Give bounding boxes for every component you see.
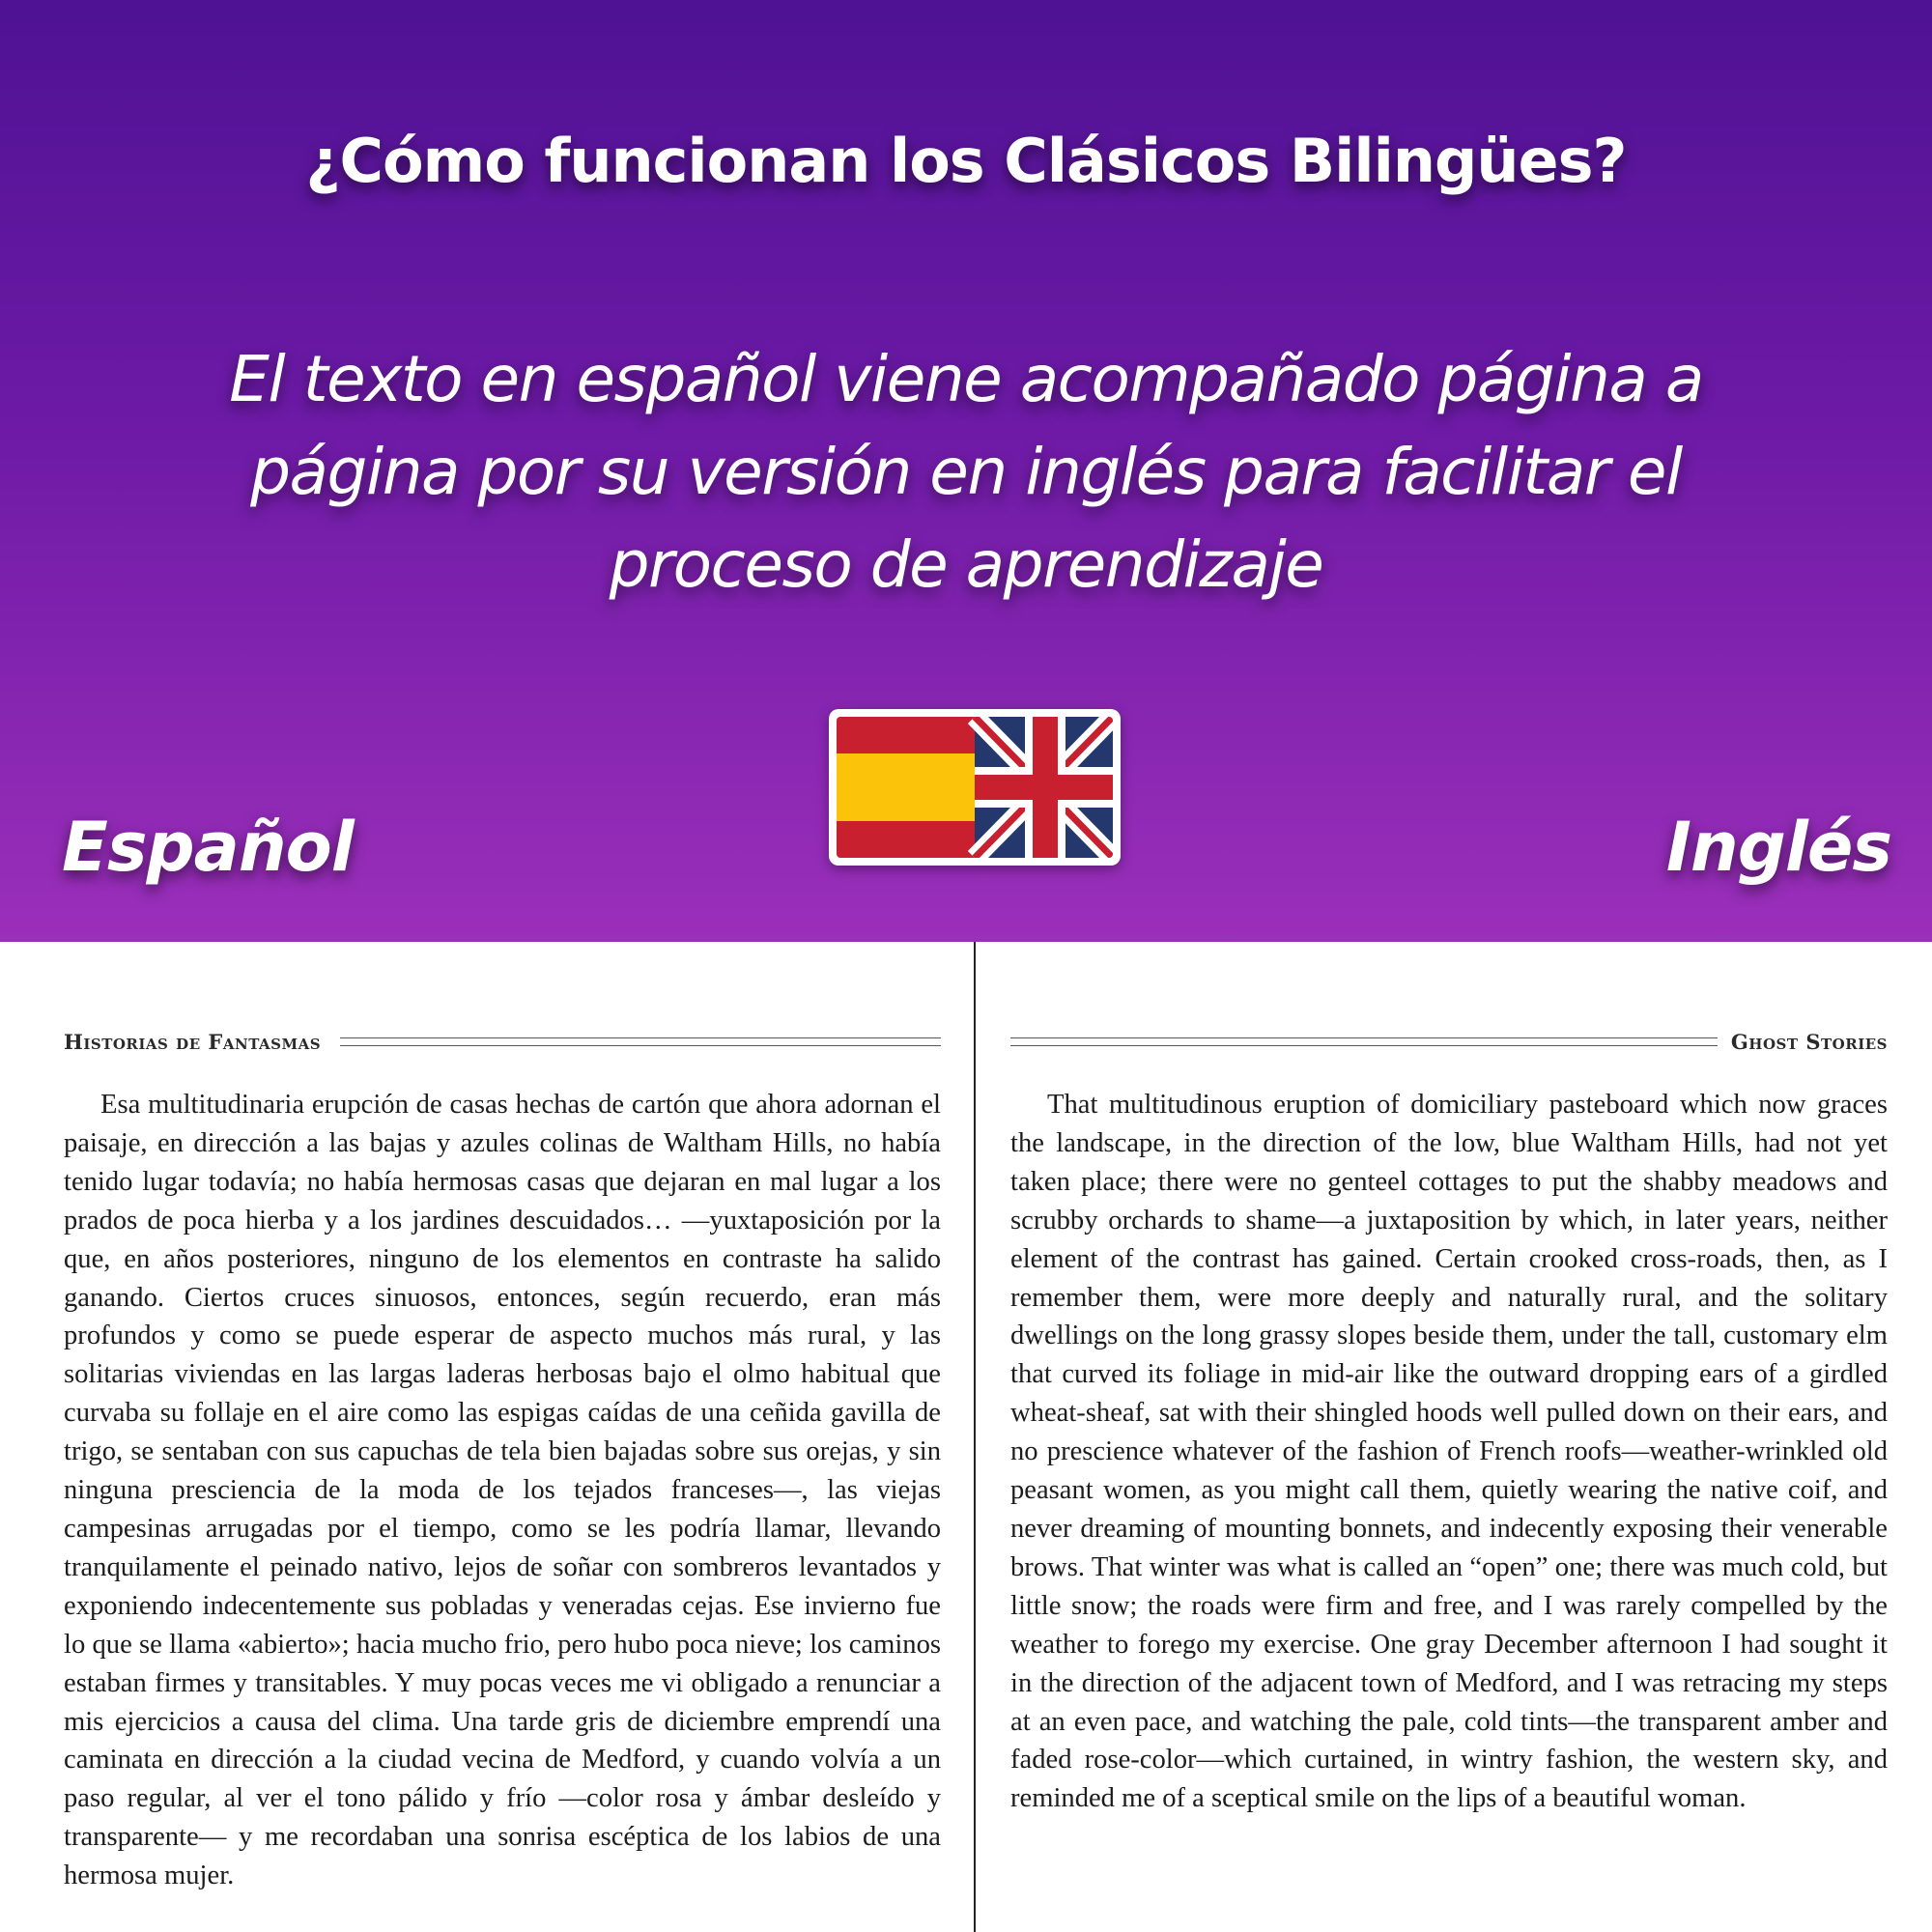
english-page bbox=[1010, 1024, 1888, 1818]
spanish-body-text: Esa multitudinaria erupción de casas hechas de cartón que ahora adornan el paisaje, en dirección a las bajas y azules colinas de Waltham Hills, no había tenido lugar todavía; no había hermosas casas que dejaran en mal lugar a los prados de poca hierba y a los jardines descuidados… —yuxtaposición por la que, en años posteriores, ninguno de los elementos en contraste ha salido ganando. Ciertos cruces sinuosos, entonces, según recuerdo, eran más profundos y como se puede esperar de aspecto muchos más rural, y las solitarias viviendas en las largas laderas herbosas bajo el olmo habitual que curvaba su follaje en el aire como las espigas caídas de una ceñida gavilla de trigo, se sentaban con sus capuchas de tela bien bajadas sobre sus orejas, y sin ninguna presciencia de la moda de los tejados franceses—, las viejas campesinas arrugadas por el tiempo, como se les podría llamar, llevando tranquilamente el peinado nativo, lejos de soñar con sombreros levantados y exponiendo indecentemente sus pobladas y veneradas cejas. Ese invierno fue lo que se llama «abierto»; hacia mucho frio, pero hubo poca nieve; los caminos estaban firmes y transitables. Y muy pocas veces me vi obligado a renunciar a mis ejercicios a causa del clima. Una tarde gris de diciembre emprendí una caminata en dirección a la ciudad vecina de Medford, y cuando volvía a un paso regular, al ver el tono pálido y frío —color rosa y ámbar desleído y transparente— y me recordaban una sonrisa escéptica de los labios de una hermosa mujer. bbox=[64, 1090, 941, 1891]
banner-subtitle: El texto en español viene acompañado página a página por su versión en inglés para facilitar el proceso de aprendizaje bbox=[229, 342, 1703, 602]
header-rule bbox=[340, 1037, 941, 1046]
spain-uk-flag-icon bbox=[829, 709, 1121, 866]
running-head-english bbox=[1010, 1024, 1888, 1059]
label-spanish: Español bbox=[62, 808, 354, 887]
header-banner bbox=[0, 0, 1932, 942]
running-head-text: Ghost Stories bbox=[1730, 1029, 1888, 1054]
spanish-page bbox=[64, 1024, 941, 1895]
page-divider bbox=[974, 942, 976, 1932]
banner-title: ¿Cómo funcionan los Clásicos Bilingües? bbox=[305, 126, 1627, 196]
running-head-text: Historias de Fantasmas bbox=[64, 1029, 322, 1054]
english-body-text: That multitudinous eruption of domiciliary pasteboard which now graces the landscape, in the direction of the low, blue Waltham Hills, had not yet taken place; there were no genteel cottages to put the shabby meadows and scrubby orchards to shame—a juxtaposition by which, in later years, neither element of the contrast has gained. Certain crooked cross-roads, then, as I remember them, were more deeply and naturally rural, and the solitary dwellings on the long grassy slopes beside them, under the tall, customary elm that curved its foliage in mid-air like the outward dropping ears of a girdled wheat-sheaf, sat with their shingled hoods well pulled down on their ears, and no prescience whatever of the fashion of French roofs—weather-wrinkled old peasant women, as you might call them, quietly wearing the native coif, and never dreaming of mounting bonnets, and indecently exposing their venerable brows. That winter was what is called an “open” one; there was much cold, but little snow; the roads were firm and free, and I was rarely compelled by the weather to forego my exercise. One gray December afternoon I had sought it in the direction of the adjacent town of Medford, and I was retracing my steps at an even pace, and watching the pale, cold tints—the transparent amber and faded rose-color—which curtained, in wintry fashion, the western sky, and reminded me of a sceptical smile on the lips of a beautiful woman. bbox=[1010, 1090, 1888, 1814]
label-english: Inglés bbox=[1665, 808, 1891, 887]
header-rule bbox=[1010, 1037, 1718, 1046]
running-head-spanish bbox=[64, 1024, 941, 1059]
